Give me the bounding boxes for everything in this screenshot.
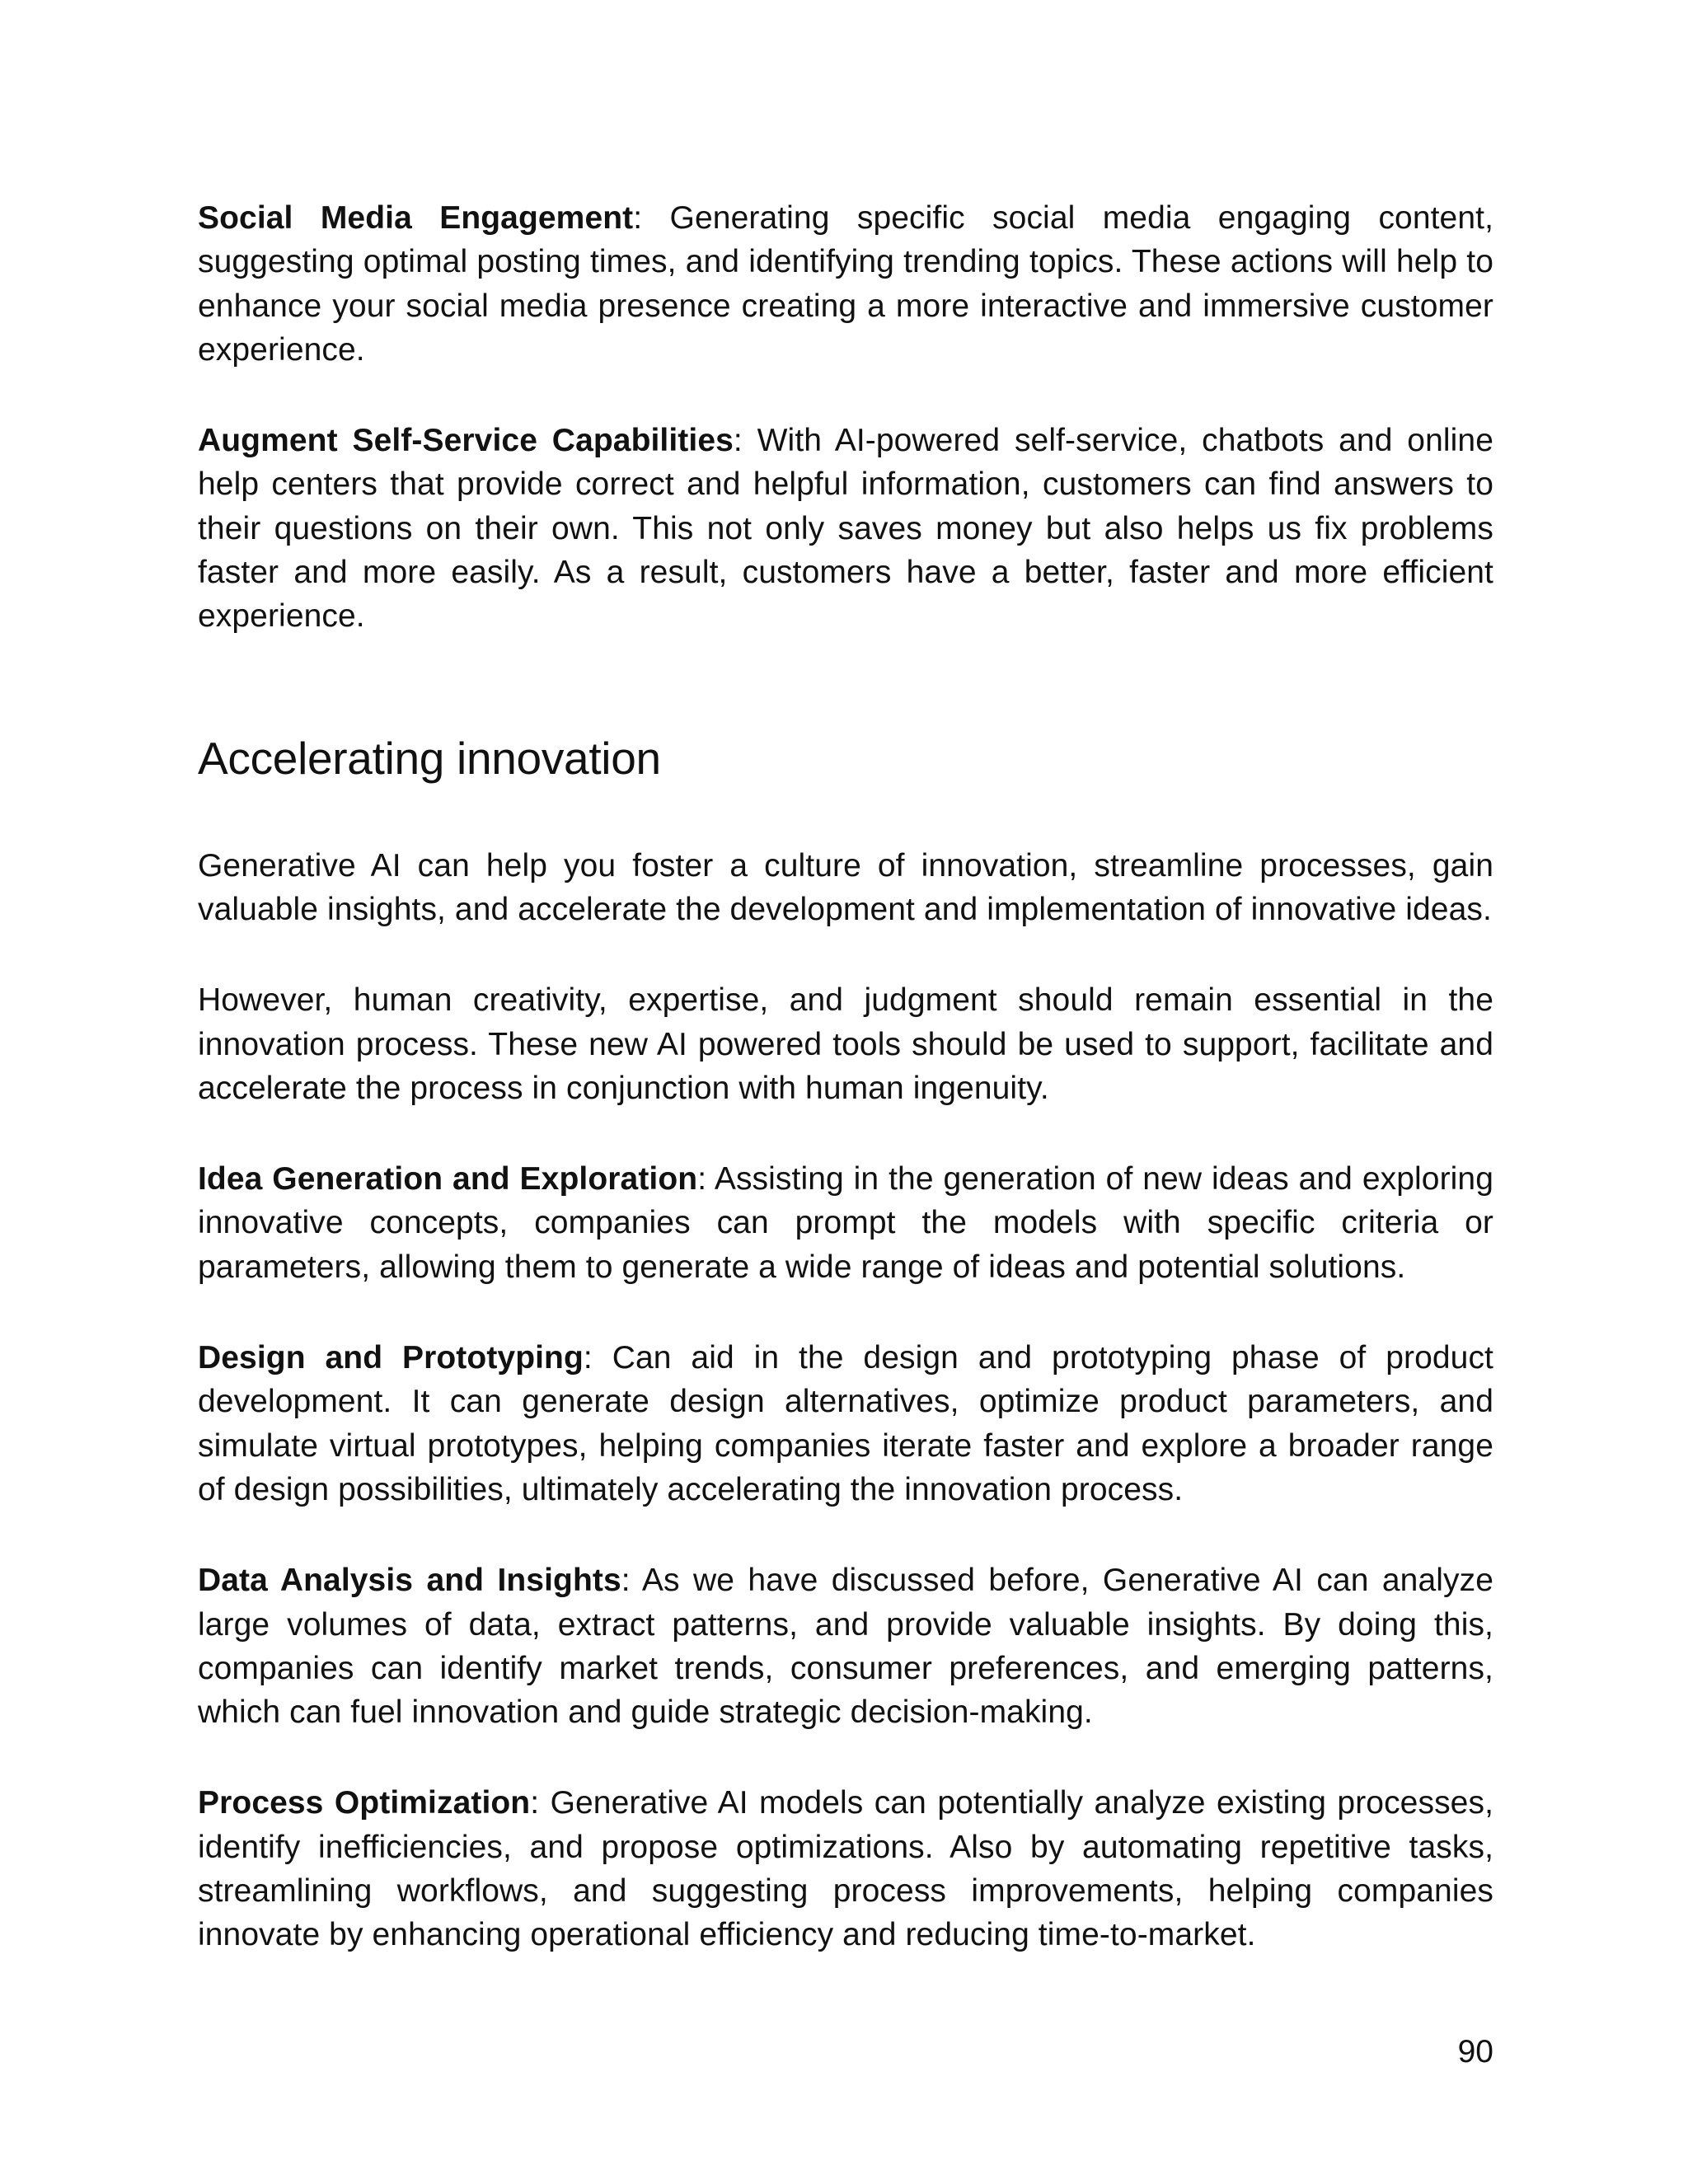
text-augment-self-service: : With AI-powered self-service, chatbots and online help centers that provide correct and helpful information, customers can find answers to their questions on their own. This not only saves money but also helps us fix problems faster and more easily. As a result, customers have a better, faster and more efficient experience. — [198, 423, 1493, 635]
spacer — [198, 1511, 1493, 1558]
text-data-analysis: : As we have discussed before, Generative AI can analyze large volumes of data, extract patterns, and provide valuable insights. By doing this, companies can identify market trends, consumer preferences, and emerging patterns, which can fuel innovation and guide strategic decision-making. — [198, 1563, 1493, 1731]
paragraph-augment-self-service — [198, 419, 1493, 638]
spacer — [198, 372, 1493, 419]
term-augment-self-service: Augment Self-Service Capabilities — [198, 423, 734, 459]
text-design-prototyping: : Can aid in the design and prototyping phase of product development. It can generate design alternatives, optimize product parameters, and simulate virtual prototypes, helping companies iterate faster and explore a broader range of design possibilities, ultimately accelerating the innovation process. — [198, 1340, 1493, 1507]
paragraph-idea-generation — [198, 1157, 1493, 1289]
text-process-optimization: : Generative AI models can potentially analyze existing processes, identify inefficiencies, and propose optimizations. Also by automating repetitive tasks, streamlining workflows, and suggesting process improvements, helping companies innovate by enhancing operational efficiency and reducing time-to-market. — [198, 1785, 1494, 1953]
spacer — [198, 1110, 1493, 1157]
text-idea-generation: : Assisting in the generation of new ideas and exploring innovative concepts, companies can prompt the models with specific criteria or parameters, allowing them to generate a wide range of ideas and potential solutions. — [198, 1161, 1493, 1285]
term-data-analysis: Data Analysis and Insights — [198, 1563, 621, 1599]
paragraph-design-prototyping — [198, 1336, 1493, 1511]
spacer — [198, 785, 1493, 844]
paragraph-intro-2: However, human creativity, expertise, and judgment should remain essential in the innovation process. These new AI powered tools should be used to support, facilitate and accelerate the process in conjunction with human ingenuity. — [198, 982, 1493, 1106]
paragraph-process-optimization — [198, 1781, 1493, 1957]
page-number: 90 — [1457, 2034, 1493, 2069]
paragraph-social-media-engagement — [198, 196, 1493, 372]
document-page — [198, 196, 1493, 1957]
paragraph-data-analysis — [198, 1558, 1493, 1734]
spacer — [198, 639, 1493, 732]
term-idea-generation: Idea Generation and Exploration — [198, 1161, 698, 1197]
section-heading: Accelerating innovation — [198, 732, 661, 784]
spacer — [198, 931, 1493, 978]
term-design-prototyping: Design and Prototyping — [198, 1340, 584, 1376]
spacer — [198, 1289, 1493, 1336]
term-process-optimization: Process Optimization — [198, 1785, 531, 1821]
spacer — [198, 1734, 1493, 1781]
paragraph-intro-1: Generative AI can help you foster a culture of innovation, streamline processes, gain valuable insights, and accelerate the development and implementation of innovative ideas. — [198, 847, 1493, 927]
term-social-media-engagement: Social Media Engagement — [198, 200, 634, 236]
text-social-media-engagement: : Generating specific social media engaging content, suggesting optimal posting times, and identifying trending topics. These actions will help to enhance your social media presence creating a more interactive and immersive customer experience. — [198, 200, 1494, 368]
